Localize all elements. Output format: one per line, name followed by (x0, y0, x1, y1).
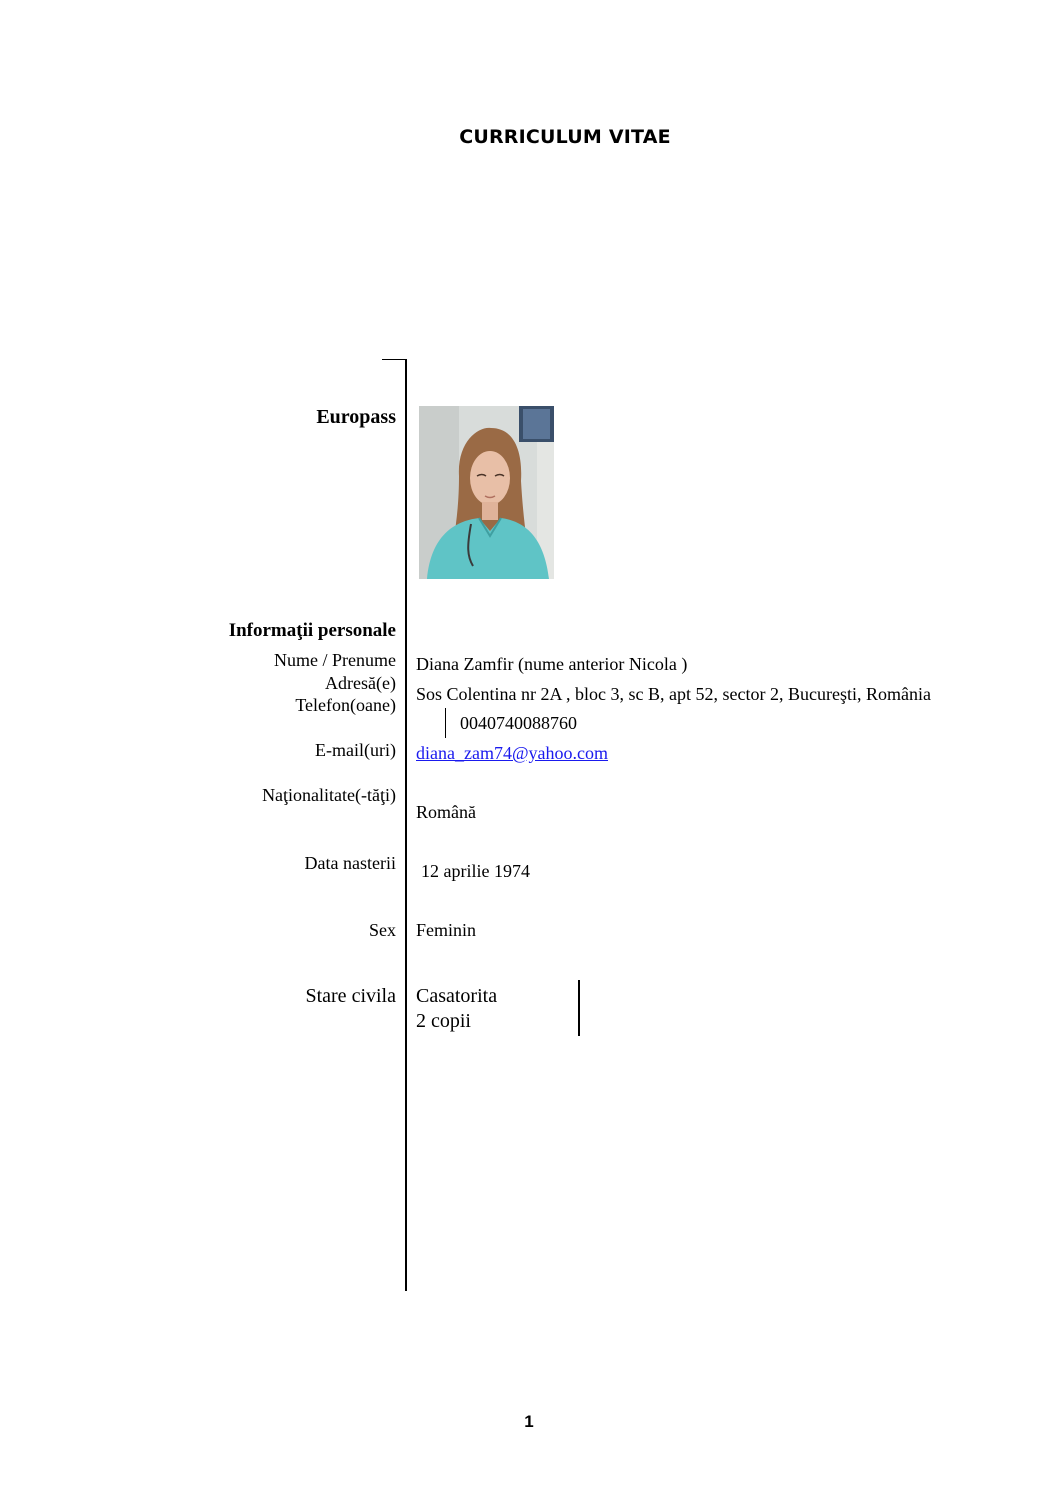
name-label: Nume / Prenume (274, 650, 396, 670)
email-link[interactable]: diana_zam74@yahoo.com (416, 743, 609, 763)
phone-separator (445, 708, 446, 738)
column-divider (405, 359, 407, 1291)
email-label: E-mail(uri) (315, 740, 396, 760)
profile-photo-image (419, 406, 554, 579)
column-divider-top-tick (382, 359, 406, 360)
address-label: Adresă(e) (325, 673, 396, 693)
personal-info-heading: Informaţii personale (228, 620, 396, 641)
civil-status-separator (578, 980, 580, 1036)
nationality-label: Naţionalitate(-tăţi) (262, 785, 396, 805)
name-value: Diana Zamfir (nume anterior Nicola ) (416, 654, 688, 674)
sex-value: Feminin (416, 920, 477, 940)
phone-value: 0040740088760 (460, 713, 577, 733)
document-title: CURRICULUM VITAE (459, 126, 671, 148)
europass-label: Europass (316, 406, 396, 428)
civil-status-label: Stare civila (305, 985, 396, 1007)
birth-date-label: Data nasterii (304, 853, 396, 873)
page-number: 1 (524, 1412, 534, 1431)
address-value: Sos Colentina nr 2A , bloc 3, sc B, apt 52, sector 2, Bucureşti, România (416, 684, 931, 704)
sex-label: Sex (369, 920, 396, 940)
phone-label: Telefon(oane) (295, 695, 396, 715)
civil-status-value-line2: 2 copii (416, 1010, 471, 1032)
birth-date-value: 12 aprilie 1974 (421, 861, 530, 881)
nationality-value: Română (416, 802, 476, 822)
profile-photo (419, 406, 554, 579)
civil-status-value-line1: Casatorita (416, 985, 498, 1007)
